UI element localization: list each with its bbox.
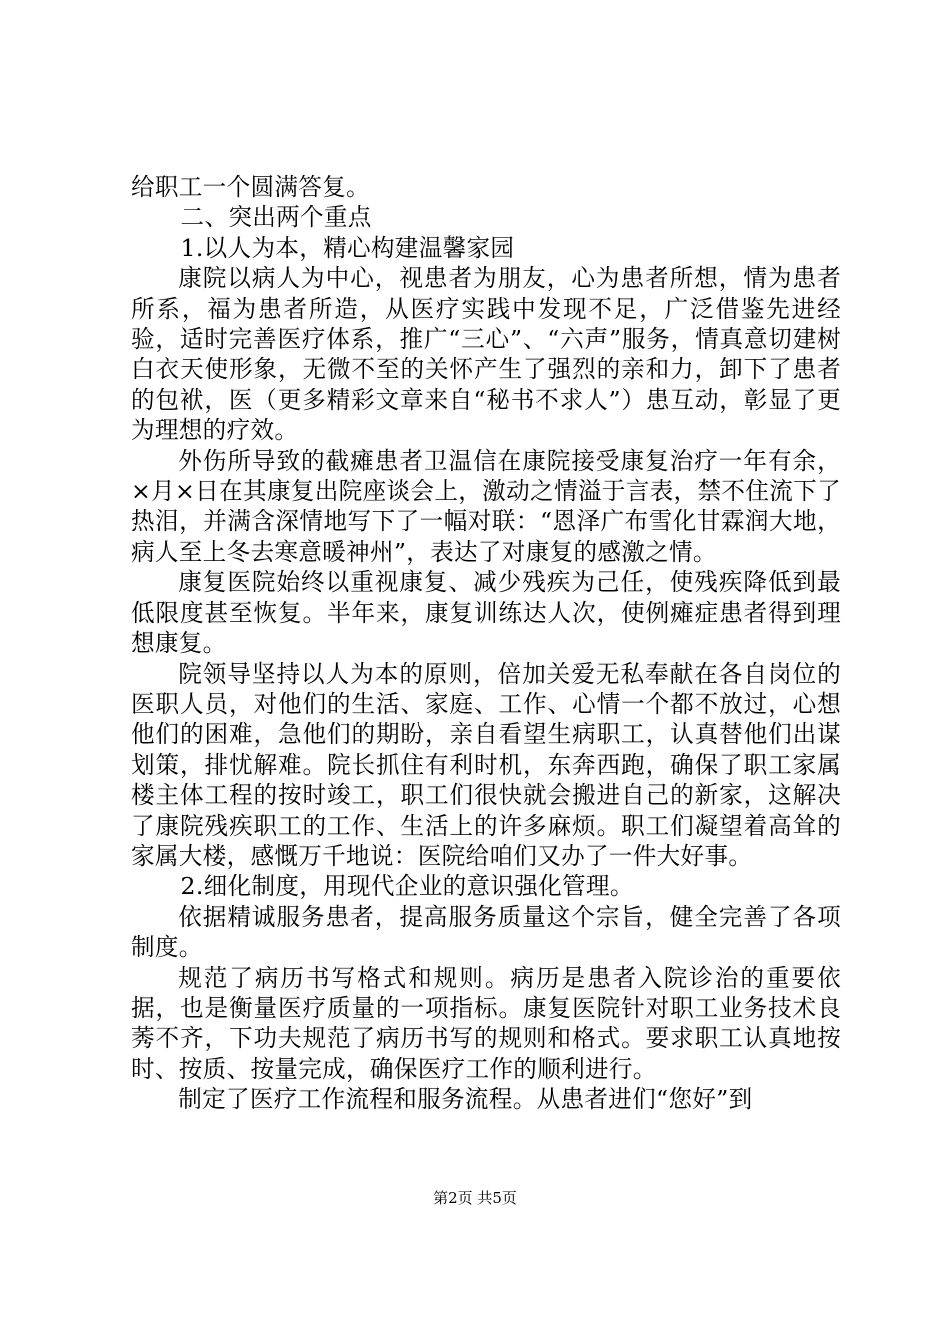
paragraph-staff-care: 院领导坚持以人为本的原则，倍加关爱无私奉献在各自岗位的医职人员，对他们的生活、家庭、工作、心情一个都不放过，心想他们的困难，急他们的期盼，亲自看望生病职工，认真替他们出谋划策，排忧解难。院长抓住有利时机，东奔西跑，确保了职工家属楼主体工程的按时竣工，职工们很快就会搬进自己的新家，这解决了康院残疾职工的工作、生活上的许多麻烦。职工们凝望着高耸的家属大楼，感慨万千地说：医院给咱们又办了一件大好事。: [131, 659, 841, 870]
subheading-refine-system: 2.细化制度，用现代企业的意识强化管理。: [180, 872, 634, 901]
paragraph-workflow: 制定了医疗工作流程和服务流程。从患者进们“您好”到: [178, 1085, 753, 1114]
paragraph-service-purpose: 依据精诚服务患者，提高服务质量这个宗旨，健全完善了各项制度。: [131, 902, 841, 962]
paragraph-patient-centered: 康院以病人为中心，视患者为朋友，心为患者所想，情为患者所系，福为患者所造，从医疗实践中发现不足，广泛借鉴先进经验，适时完善医疗体系，推广“三心”、“六声”服务，情真意切建树白衣天使形象，无微不至的关怀产生了强烈的亲和力，卸下了患者的包袱，医（更多精彩文章来自“秘书不求人”）患互动，彰显了更为理想的疗效。: [131, 264, 841, 445]
page-footer: 第2页 共5页: [433, 1189, 517, 1207]
paragraph-closing-line: 给职工一个圆满答复。: [131, 173, 370, 201]
paragraph-medical-records: 规范了病历书写格式和规则。病历是患者入院诊治的重要依据，也是衡量医疗质量的一项指标。康复医院针对职工业务技术良莠不齐，下功夫规范了病历书写的规则和格式。要求职工认真地按时、按质、按量完成，确保医疗工作的顺利进行。: [131, 963, 841, 1083]
paragraph-rehabilitation: 康复医院始终以重视康复、减少残疾为己任，使残疾降低到最低限度甚至恢复。半年来，康复训练达人次，使例瘫症患者得到理想康复。: [131, 568, 841, 658]
subheading-people-oriented: 1.以人为本，精心构建温馨家园: [180, 233, 515, 262]
document-body: [131, 172, 841, 1115]
paragraph-patient-story: 外伤所导致的截瘫患者卫温信在康院接受康复治疗一年有余，×月×日在其康复出院座谈会上，激动之情溢于言表，禁不住流下了热泪，并满含深情地写下了一幅对联：“恩泽广布雪化甘霖润大地，病人至上冬去寒意暖神州”，表达了对康复的感激之情。: [131, 446, 841, 566]
section-heading-two-focuses: 二、突出两个重点: [180, 203, 372, 232]
